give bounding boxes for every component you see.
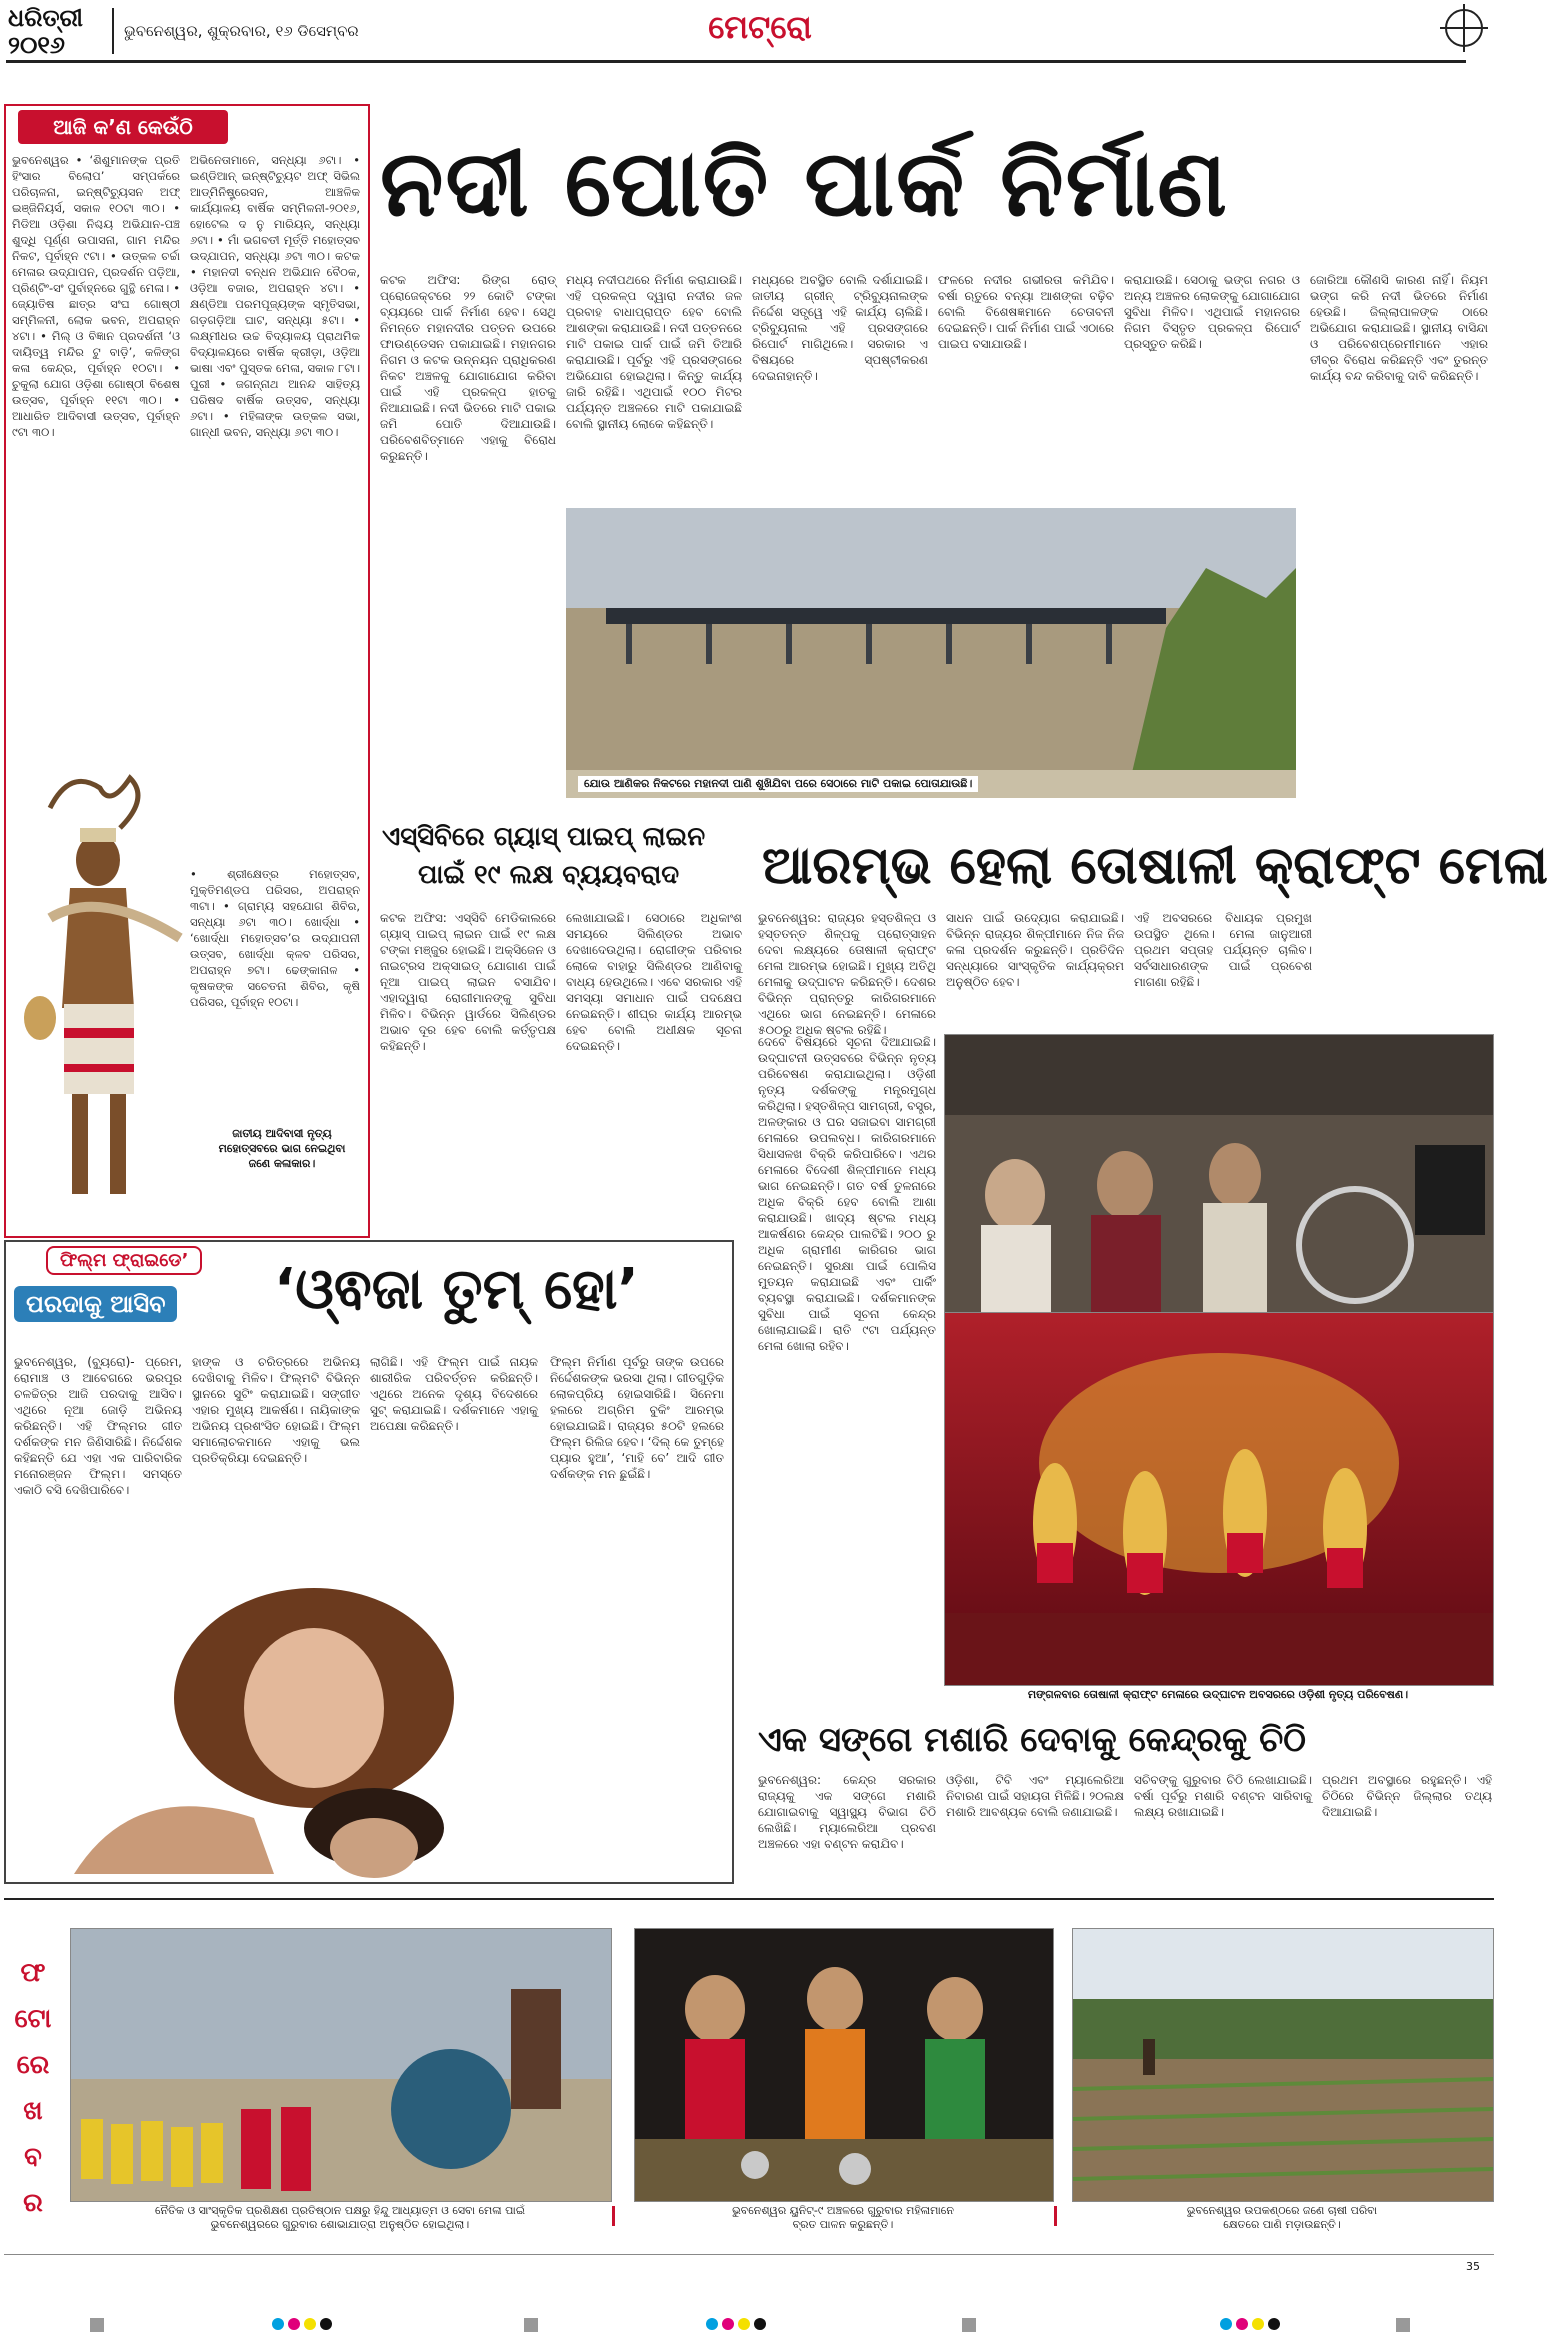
black-dot (1268, 2318, 1280, 2330)
photo-strip-top-rule (4, 1898, 1494, 1900)
film-title: ‘ଓ୍ଵଜା ତୁମ୍ ହୋ’ (274, 1257, 639, 1322)
farmer-caption-line-2: କ୍ଷେତରେ ପାଣି ମଡ଼ାଉଛନ୍ତି। (1223, 2218, 1341, 2231)
photo-news-char-5: ବ (24, 2142, 42, 2172)
yellow-dot (738, 2318, 750, 2330)
registration-mark-icon (1440, 4, 1488, 52)
film-col-3: ଲାଗିଛି। ଏହି ଫିଲ୍ମ ପାଇଁ ନାୟକ ଶାରୀରିକ ପରିବର୍ତ୍ତନ କରିଛନ୍ତି। ଏଥିରେ ଅନେକ ଦୃଶ୍ୟ ବିଦେଶରେ ସୁଟ୍ କରାଯାଇଛି। ଦର୍ଶକମାନେ ଏହାକୁ ଅପେକ୍ଷା କରିଛନ୍ତି। (370, 1355, 538, 1433)
masthead-divider (112, 8, 114, 54)
net-col-1: ଭୁବନେଶ୍ୱର: କେନ୍ଦ୍ର ସରକାର ରାଜ୍ୟକୁ ଏକ ସଙ୍ଗେ ମଶାରି ଯୋଗାଇବାକୁ ସ୍ୱାସ୍ଥ୍ୟ ବିଭାଗ ଚିଠି ଲେଖିଛି। ମ୍ୟାଲେରିଆ ପ୍ରବଣ ଅଞ୍ଚଳରେ ଏହା ବଣ୍ଟନ କରାଯିବ। (758, 1773, 936, 1851)
magenta-dot (288, 2318, 300, 2330)
procession-photo (70, 1928, 612, 2202)
section-title: ମେଟ୍ରୋ (708, 8, 812, 46)
photo-news-label (8, 1950, 58, 2226)
farmer-caption (1072, 2204, 1492, 2232)
masthead-dateline: ଭୁବନେଶ୍ୱର, ଶୁକ୍ରବାର, ୧୬ ଡିସେମ୍ବର (124, 22, 359, 40)
craft-col-3: ଏହି ଅବସରରେ ବିଧାୟକ ପ୍ରମୁଖ ଉପସ୍ଥିତ ଥିଲେ। ମେଳା ଜାନୁଆରୀ ପ୍ରଥମ ସପ୍ତାହ ପର୍ଯ୍ୟନ୍ତ ଚାଲିବ। ସର୍ବସାଧାରଣଙ୍କ ପାଇଁ ପ୍ରବେଶ ମାଗଣା ରହିଛି। (1134, 911, 1312, 989)
black-dot (754, 2318, 766, 2330)
magenta-dot (722, 2318, 734, 2330)
events-col-1: ଭୁବନେଶ୍ୱର • ‘ଶିଶୁମାନଙ୍କ ପ୍ରତି ହିଂସାର ବିଲୋପ’ ସମ୍ପର୍କରେ ପରିଚାଳନା, ଇନ୍‌ଷ୍ଟିଚ୍ୟୁସନ ଅଫ୍ ଇଞ୍ଜିନିୟର୍ସ, ସକାଳ ୧୦ଟା ୩୦। • ମିଡିଆ ଓଡ଼ିଶା ନିଶ୍ଚୟ ଅଭିଯାନ-ପଞ୍ଚ ଶୁଦ୍ଧି ପୂର୍ଣ୍ଣ ଉପାସନା, ଗାମ ମନ୍ଦିର ନିକଟ, ପୂର୍ବାହ୍ନ ୯ଟା। • ଉତ୍କଳ ଚର୍ଚ୍ଚା ମେଳାର ଉଦ୍‌ଯାପନ, ପ୍ରଦର୍ଶନ ପଡ଼ିଆ, ପ୍ରିଣ୍ଟିଂ-ସଂ ପୁର୍ବାହ୍ନରେ ଗୁନ୍ଥି ମେଳା। • ଜ୍ୟୋତିଷ ଛାତ୍ର ସଂଘ ଗୋଷ୍ଠୀ ସମ୍ମିଳନୀ, ଲୋକ ଭବନ, ଅପରାହ୍ନ ୪ଟା। • ମିଲ୍ ଓ ବିଜ୍ଞାନ ପ୍ରଦର୍ଶନୀ ‘ଓ ଦାୟିତ୍ୱ ମନ୍ଦିର ଟୁ ବାଡ଼ି’, କଳିଙ୍ଗ କଳା କେନ୍ଦ୍ର, ପୂର୍ବାହ୍ନ ୧୦ଟା। • ଚୁକୁଲା ଯୋଗ ଓଡ଼ିଶା ଗୋଷ୍ଠୀ ବିଶେଷ ଉତ୍ସବ, ପୂର୍ବାହ୍ନ ୧୧ଟା ୩୦। • ଆଧାରିତ ଆଦିବାସୀ ଉତ୍ସବ, ପୂର୍ବାହ୍ନ ୯ଟା ୩୦। (12, 153, 180, 439)
film-box (4, 1240, 734, 1884)
film-sub: ପରଦାକୁ ଆସିବ (14, 1286, 177, 1322)
cyan-dot (272, 2318, 284, 2330)
events-col-2b: • ଶ୍ରୀକ୍ଷେତ୍ର ମହୋତ୍ସବ, ମୁକ୍ତିମଣ୍ଡପ ପରିସର, ଅପରାହ୍ନ ୩ଟା। • ଗ୍ରାମ୍ୟ ସହଯୋଗ ଶିବିର, ସନ୍ଧ୍ୟା ୬ଟା ୩୦। ଖୋର୍ଦ୍ଧା • ‘ଖୋର୍ଦ୍ଧା ମହୋତ୍ସବ’ର ଉଦ୍‌ଯାପନୀ ଉତ୍ସବ, ଖୋର୍ଦ୍ଧା କ୍ଳବ ପରିସର, ଅପରାହ୍ନ ୭ଟା। ଢେଙ୍କାନାଳ • କୃଷକଙ୍କ ସଚେତନା ଶିବିର, କୃଷି ପରିସର, ପୂର୍ବାହ୍ନ ୧୦ଟା। (190, 867, 360, 1009)
logo-text: ଧରିତ୍ରୀ (8, 4, 83, 32)
yellow-dot (1252, 2318, 1264, 2330)
caption-marker-1 (612, 2206, 615, 2226)
photo-news-char-2: ଟୋ (14, 2004, 52, 2034)
logo-year: ୨୦୧୬ (8, 31, 65, 59)
lead-photo-caption: ଯୋଉ ଆଣିକର ନିକଟରେ ମହାନଦୀ ପାଣି ଶୁଖିଯିବା ପରେ ସେଠାରେ ମାଟି ପକାଇ ପୋତାଯାଉଛି। (578, 776, 978, 792)
black-dot (320, 2318, 332, 2330)
footer-rule (4, 2254, 1494, 2255)
events-col-2: ଅଭିନେତାମାନେ, ସନ୍ଧ୍ୟା ୬ଟା। • ଇଣ୍ଡିଆନ୍ ଇନ୍‌ଷ୍ଟିଚ୍ୟୁଟ ଅଫ୍ ସିଭିଲ ଆଡ୍‌ମିନିଷ୍ଟ୍ରେସନ, ଆଞ୍ଚଳିକ କାର୍ଯ୍ୟାଳୟ ବାର୍ଷିକ ସମ୍ମିଳନୀ-୨୦୧୬, ହୋଟେଲ ଦ ନୁ ମାରିୟନ୍, ସନ୍ଧ୍ୟା ୬ଟା। • ମାଁ ଭଗବତୀ ମୂର୍ତ୍ତି ମହୋତ୍ସବ ଉଦ୍‌ଯାପନ, ସନ୍ଧ୍ୟା ୬ଟା ୩୦। କଟକ • ମହାନଦୀ ବନ୍ଧନ ଅଭିଯାନ ବୈଠକ, ଓଡ଼ିଆ ବଜାର, ଅପରାହ୍ନ ୪ଟା। • କ୍ଷଣ୍ଡିଆ ପରମପୂଜ୍ୟଙ୍କ ସ୍ମୃତିସଭା, ଗଡ଼ଗଡ଼ିଆ ଘାଟ, ସନ୍ଧ୍ୟା ୫ଟା। • ଲକ୍ଷ୍ମୀଧର ଉଚ୍ଚ ବିଦ୍ୟାଳୟ ପ୍ରାଥମିକ ବିଦ୍ୟାଳୟରେ ବାର୍ଷିକ କ୍ରୀଡ଼ା, ଓଡ଼ିଆ ଭାଷା ଏବଂ ପୁସ୍ତକ ମେଳା, ସକାଳ ୮ଟା। ପୁରୀ • ଜଗନ୍ନାଥ ଆନନ୍ଦ ସାହିତ୍ୟ ପରିଷଦ ବାର୍ଷିକ ଉତ୍ସବ, ସନ୍ଧ୍ୟା ୬ଟା। • ମହିଳାଙ୍କ ଉତ୍କଳ ସଭା, ଗାନ୍ଧୀ ଭବନ, ସନ୍ଧ୍ୟା ୬ଟା ୩୦। (190, 153, 360, 439)
craft-inauguration-photo (944, 1034, 1494, 1314)
procession-caption-line-1: ନୈତିକ ଓ ସାଂସ୍କୃତିକ ପ୍ରଶିକ୍ଷଣ ପ୍ରତିଷ୍ଠାନ ପକ୍ଷରୁ ହିନ୍ଦୁ ଆଧ୍ୟାତ୍ମ ଓ ସେବା ମେଳା ପାଇଁ (155, 2204, 525, 2217)
craft-photo-caption: ମଙ୍ଗଳବାର ତୋଷାଳୀ କ୍ରାଫ୍ଟ ମେଳାରେ ଉଦ୍‌ଘାଟନ ଅବସରରେ ଓଡ଼ିଶୀ ନୃତ୍ୟ ପରିବେଷଣ। (1027, 1688, 1409, 1701)
masthead-rule (6, 60, 1466, 63)
film-col-1: ଭୁବନେଶ୍ୱର, (ବ୍ୟୁରୋ)- ପ୍ରେମ, ରୋମାଞ୍ଚ ଓ ଆବେଗରେ ଭରପୂର ଚଳଚ୍ଚିତ୍ର ଆଜି ପରଦାକୁ ଆସିବ। ଏଥିରେ ନୂଆ ଜୋଡ଼ି ଅଭିନୟ କରିଛନ୍ତି। ଏହି ଫିଲ୍ମର ଗୀତ ଦର୍ଶକଙ୍କ ମନ ଜିଣିସାରିଛି। ନିର୍ଦ୍ଦେଶକ କହିଛନ୍ତି ଯେ ଏହା ଏକ ପାରିବାରିକ ମନୋରଞ୍ଜନ ଫିଲ୍ମ। ସମସ୍ତେ ଏକାଠି ବସି ଦେଖିପାରିବେ। (14, 1355, 182, 1497)
yellow-dot (304, 2318, 316, 2330)
events-box (4, 104, 370, 1238)
farmer-field-photo (1072, 1928, 1494, 2202)
ritual-caption (634, 2204, 1052, 2232)
net-col-4: ପ୍ରଥମ ଅବସ୍ଥାରେ ରହୁଛନ୍ତି। ଏହି ଚିଠିରେ ବିଭିନ୍ନ ଜିଲ୍ଲାର ତଥ୍ୟ ଦିଆଯାଇଛି। (1322, 1773, 1492, 1819)
lead-col-5: କରାଯାଉଛି। ସେଠାକୁ ଭଙ୍ଗ ନଗର ଓ ଅନ୍ୟ ଅଞ୍ଚଳର ଲୋକଙ୍କୁ ଯୋଗାଯୋଗ ସୁବିଧା ମିଳିବ। ଏଥିପାଇଁ ମହାନଗର ନିଗମ ବିସ୍ତୃତ ପ୍ରକଳ୍ପ ରିପୋର୍ଟ ପ୍ରସ୍ତୁତ କରିଛି। (1124, 273, 1300, 351)
lead-photo (566, 508, 1296, 798)
lead-col-2: ମଧ୍ୟ ନଦୀପଥରେ ନିର୍ମାଣ କରାଯାଉଛି। ଏହି ପ୍ରକଳ୍ପ ଦ୍ୱାରା ନଦୀର ଜଳ ପ୍ରବାହ ବାଧାପ୍ରାପ୍ତ ହେବ ବୋଲି ଆଶଙ୍କା କରାଯାଉଛି। ନଦୀ ପତ୍ତନରେ ମାଟି ପକାଇ ପାର୍କ ପାଇଁ ଜମି ତିଆରି କରାଯାଉଛି। ପୂର୍ବରୁ ଏହି ପ୍ରସଙ୍ଗରେ ଅଭିଯୋଗ ହୋଇଥିଲା। କିନ୍ତୁ କାର୍ଯ୍ୟ ଜାରି ରହିଛି। ଏଥିପାଇଁ ୧୦୦ ମିଟର ପର୍ଯ୍ୟନ୍ତ ଅଞ୍ଚଳରେ ମାଟି ପକାଯାଇଛି ବୋଲି ସ୍ଥାନୀୟ ଲୋକେ କହିଛନ୍ତି। (566, 273, 742, 431)
photo-news-char-3: ରେ (16, 2050, 50, 2080)
women-ritual-photo (634, 1928, 1054, 2202)
caption-line-1: ଜାତୀୟ ଆଦିବାସୀ ନୃତ୍ୟ (232, 1127, 332, 1140)
gas-col-2: ଲେଖାଯାଇଛି। ସେଠାରେ ଅଧିକାଂଶ ସମୟରେ ସିଲିଣ୍ଡର ଅଭାବ ଦେଖାଦେଉଥିଲା। ରୋଗୀଙ୍କ ପରିବାର ଲୋକେ ବାହାରୁ ସିଲିଣ୍ଡର ଆଣିବାକୁ ବାଧ୍ୟ ହେଉଥିଲେ। ଏବେ ସରକାର ଏହି ସମସ୍ୟା ସମାଧାନ ପାଇଁ ପଦକ୍ଷେପ ନେଇଛନ୍ତି। ଶୀଘ୍ର କାର୍ଯ୍ୟ ଆରମ୍ଭ ହେବ ବୋଲି ଅଧୀକ୍ଷକ ସୂଚନା ଦେଇଛନ୍ତି। (566, 911, 742, 1053)
gas-headline-1: ଏସ୍‌ସିବିରେ ଗ୍ୟାସ୍ ପାଇପ୍ ଲାଇନ (382, 822, 706, 852)
gas-col-1: କଟକ ଅଫିସ: ଏସ୍‌ସିବି ମେଡିକାଲରେ ଗ୍ୟାସ୍ ପାଇପ୍ ଲାଇନ ପାଇଁ ୧୯ ଲକ୍ଷ ଟଙ୍କା ମଞ୍ଜୁର ହୋଇଛି। ଅକ୍ସିଜେନ ଓ ନାଇଟ୍ରସ ଅକ୍ସାଇଡ୍ ଯୋଗାଣ ପାଇଁ ନୂଆ ପାଇପ୍ ଲାଇନ ବସାଯିବ। ଏହାଦ୍ୱାରା ରୋଗୀମାନଙ୍କୁ ସୁବିଧା ମିଳିବ। ବିଭିନ୍ନ ୱାର୍ଡରେ ସିଲିଣ୍ଡର ଅଭାବ ଦୂର ହେବ ବୋଲି କର୍ତ୍ତୃପକ୍ଷ କହିଛନ୍ତି। (380, 911, 556, 1053)
ritual-caption-line-1: ଭୁବନେଶ୍ୱର ୟୁନିଟ୍-୯ ଅଞ୍ଚଳରେ ଗୁରୁବାର ମହିଳାମାନେ (732, 2204, 954, 2217)
caption-marker-2 (1054, 2206, 1057, 2226)
events-photo-caption (202, 1126, 362, 1171)
gas-headline-2: ପାଇଁ ୧୯ ଲକ୍ଷ ବ୍ୟୟବରାଦ (418, 860, 680, 890)
lead-col-1: କଟକ ଅଫିସ: ରିଙ୍ଗ ରୋଡ୍ ପ୍ରୋଜେକ୍ଟରେ ୨୨ କୋଟି ଟଙ୍କା ବ୍ୟୟରେ ପାର୍କ ନିର୍ମାଣ ହେବ। ସେଥି ନିମନ୍ତେ ମହାନଦୀର ପତ୍ତନ ଉପରେ ଫାଉଣ୍ଡେସନ ପକାଯାଇଛି। ମହାନଗର ନିଗମ ଓ କଟକ ଉନ୍ନୟନ ପ୍ରାଧିକରଣ ନିକଟ ଅଞ୍ଚଳକୁ ଯୋଗାଯୋଗ କରିବା ପାଇଁ ଏହି ପ୍ରକଳ୍ପ ହାତକୁ ନିଆଯାଇଛି। ନଦୀ ଭିତରେ ମାଟି ପକାଇ ଜମି ପୋତି ଦିଆଯାଉଛି। ପରିବେଶବିତ୍‌ମାନେ ଏହାକୁ ବିରୋଧ କରୁଛନ୍ତି। (380, 273, 556, 463)
masthead-logo (8, 4, 108, 60)
ritual-caption-line-2: ବ୍ରତ ପାଳନ କରୁଛନ୍ତି। (792, 2218, 894, 2231)
cyan-dot (1220, 2318, 1232, 2330)
craft-col-1: ଭୁବନେଶ୍ୱର: ରାଜ୍ୟର ହସ୍ତଶିଳ୍ପ ଓ ହସ୍ତତନ୍ତ ଶିଳ୍ପକୁ ପ୍ରୋତ୍ସାହନ ଦେବା ଲକ୍ଷ୍ୟରେ ତୋଷାଳୀ କ୍ରାଫ୍ଟ ମେଳା ଆରମ୍ଭ ହୋଇଛି। ମୁଖ୍ୟ ଅତିଥି ମେଳାକୁ ଉଦ୍‌ଘାଟନ କରିଛନ୍ତି। ଦେଶର ବିଭିନ୍ନ ପ୍ରାନ୍ତରୁ କାରିଗରମାନେ ଏଥିରେ ଭାଗ ନେଇଛନ୍ତି। ମେଳାରେ ୫୦୦ରୁ ଅଧିକ ଷ୍ଟଲ ରହିଛି। (758, 911, 936, 1037)
film-col-4: ଫିଲ୍ମ ନିର୍ମାଣ ପୂର୍ବରୁ ତାଙ୍କ ଉପରେ ନିର୍ଦ୍ଦେଶକଙ୍କ ଭରସା ଥିଲା। ଗୀତଗୁଡ଼ିକ ଲୋକପ୍ରିୟ ହୋଇସାରିଛି। ସିନେମା ହଲରେ ଅଗ୍ରିମ ବୁକିଂ ଆରମ୍ଭ ହୋଇଯାଇଛି। ରାଜ୍ୟର ୫୦ଟି ହଲରେ ଫିଲ୍ମ ରିଲିଜ ହେବ। ‘ଦିଲ୍ କେ ତୁମ୍ହେ ପ୍ୟାର ହୁଆ’, ‘ମାହି ବେ’ ଆଦି ଗୀତ ଦର୍ଶକଙ୍କ ମନ ଛୁଇଁଛି। (550, 1355, 724, 1481)
procession-caption-line-2: ଭୁବନେଶ୍ୱରରେ ଗୁରୁବାର ଶୋଭାଯାତ୍ରା ଅନୁଷ୍ଠିତ ହୋଇଥିଲା। (210, 2218, 470, 2231)
magenta-dot (1236, 2318, 1248, 2330)
lead-col-4: ଫଳରେ ନଦୀର ଗଭୀରତା କମିଯିବ। ବର୍ଷା ଋତୁରେ ବନ୍ୟା ଆଶଙ୍କା ବଢ଼ିବ ବୋଲି ବିଶେଷଜ୍ଞମାନେ ଚେତାବନୀ ଦେଇଛନ୍ତି। ପାର୍କ ନିର୍ମାଣ ପାଇଁ ଏଠାରେ ପାଇପ ବସାଯାଉଛି। (938, 273, 1114, 351)
film-tag: ଫିଲ୍ମ ଫ୍ରାଇଡେ’ (46, 1246, 202, 1275)
lead-col-6: ଜୋରିଆ କୌଣସି କାରଣ ନାହିଁ। ନିୟମ ଭଙ୍ଗ କରି ନଦୀ ଭିତରେ ନିର୍ମାଣ ହେଉଛି। ଜିଲ୍ଲାପାଳଙ୍କ ଠାରେ ଅଭିଯୋଗ କରାଯାଇଛି। ସ୍ଥାନୀୟ ବାସିନ୍ଦା ଓ ପରିବେଶପ୍ରେମୀମାନେ ଏହାର ତୀବ୍ର ବିରୋଧ କରିଛନ୍ତି ଏବଂ ତୁରନ୍ତ କାର୍ଯ୍ୟ ବନ୍ଦ କରିବାକୁ ଦାବି କରିଛନ୍ତି। (1310, 273, 1488, 383)
farmer-caption-line-1: ଭୁବନେଶ୍ୱର ଉପକଣ୍ଠରେ ଜଣେ ଚାଷୀ ପରିବା (1186, 2204, 1378, 2217)
photo-news-char-1: ଫ (20, 1958, 46, 1988)
craft-dance-photo (944, 1312, 1494, 1686)
photo-news-char-6: ର (23, 2188, 43, 2218)
craft-col-2: ସାଧନ ପାଇଁ ଉଦ୍ୟୋଗ କରାଯାଇଛି। ବିଭିନ୍ନ ରାଜ୍ୟର ଶିଳ୍ପୀମାନେ ନିଜ ନିଜ କଳା ପ୍ରଦର୍ଶନ କରୁଛନ୍ତି। ପ୍ରତିଦିନ ସନ୍ଧ୍ୟାରେ ସାଂସ୍କୃତିକ କାର୍ଯ୍ୟକ୍ରମ ଅନୁଷ୍ଠିତ ହେବ। (946, 911, 1124, 989)
craft-headline: ଆରମ୍ଭ ହେଲା ତୋଷାଳୀ କ୍ରାଫ୍ଟ ମେଳା (762, 836, 1548, 896)
procession-caption (70, 2204, 610, 2232)
craft-col-long: ଦେବେ ବିଷୟରେ ସୂଚନା ଦିଆଯାଇଛି। ଉଦ୍‌ଘାଟନୀ ଉତ୍ସବରେ ବିଭିନ୍ନ ନୃତ୍ୟ ପରିବେଷଣ କରାଯାଇଥିଲା। ଓଡ଼ିଶୀ ନୃତ୍ୟ ଦର୍ଶକଙ୍କୁ ମନ୍ତ୍ରମୁଗ୍ଧ କରିଥିଲା। ହସ୍ତଶିଳ୍ପ ସାମଗ୍ରୀ, ବସ୍ତ୍ର, ଅଳଙ୍କାର ଓ ଘର ସଜାଇବା ସାମଗ୍ରୀ ମେଳାରେ ଉପଲବ୍ଧ। କାରିଗରମାନେ ସିଧାସଳଖ ବିକ୍ରି କରିପାରିବେ। ଏଥର ମେଳାରେ ବିଦେଶୀ ଶିଳ୍ପୀମାନେ ମଧ୍ୟ ଭାଗ ନେଇଛନ୍ତି। ଗତ ବର୍ଷ ତୁଳନାରେ ଅଧିକ ବିକ୍ରି ହେବ ବୋଲି ଆଶା କରାଯାଉଛି। ଖାଦ୍ୟ ଷ୍ଟଲ ମଧ୍ୟ ଆକର୍ଷଣର କେନ୍ଦ୍ର ପାଲଟିଛି। ୨୦୦ ରୁ ଅଧିକ ଗ୍ରାମୀଣ କାରିଗର ଭାଗ ନେଇଛନ୍ତି। ସୁରକ୍ଷା ପାଇଁ ପୋଲିସ ମୁତୟନ କରାଯାଇଛି ଏବଂ ପାର୍କିଂ ବ୍ୟବସ୍ଥା କରାଯାଇଛି। ଦର୍ଶକମାନଙ୍କ ସୁବିଧା ପାଇଁ ସୂଚନା କେନ୍ଦ୍ର ଖୋଲାଯାଇଛି। ରାତି ୯ଟା ପର୍ଯ୍ୟନ୍ତ ମେଳା ଖୋଲା ରହିବ। (758, 1035, 936, 1353)
net-col-3: ସଚିବଙ୍କୁ ଗୁରୁବାର ଚିଠି ଲେଖାଯାଇଛି। ବର୍ଷା ପୂର୍ବରୁ ମଶାରି ବଣ୍ଟନ ସାରିବାକୁ ଲକ୍ଷ୍ୟ ରଖାଯାଇଛି। (1134, 1773, 1312, 1819)
net-col-2: ଓଡ଼ିଶା, ଟିବି ଏବଂ ମ୍ୟାଲେରିଆ ନିବାରଣ ପାଇଁ ସହାୟତା ମିଳିଛି। ୨୦ଲକ୍ଷ ମଶାରି ଆବଶ୍ୟକ ବୋଲି ଜଣାଯାଇଛି। (946, 1773, 1124, 1819)
print-strip-center-right (962, 2318, 976, 2332)
film-still-image (14, 1578, 542, 1874)
caption-line-3: ଜଣେ କଳାକାର। (248, 1157, 316, 1170)
cyan-dot (706, 2318, 718, 2330)
masthead (0, 0, 1501, 62)
lead-col-3: ମଧ୍ୟରେ ଅବସ୍ଥିତ ବୋଲି ଦର୍ଶାଯାଇଛି। ଜାତୀୟ ଗ୍ରୀନ୍ ଟ୍ରିବ୍ୟୁନାଲଙ୍କ ନିର୍ଦ୍ଦେଶ ସତ୍ତ୍ୱେ ଏହି କାର୍ଯ୍ୟ ଚାଲିଛି। ଟ୍ରିବ୍ୟୁନାଲ ଏହି ପ୍ରସଙ୍ଗରେ ରିପୋର୍ଟ ମାଗିଥିଲେ। ସରକାର ଏ ବିଷୟରେ ସ୍ପଷ୍ଟୀକରଣ ଦେଇନାହାନ୍ତି। (752, 273, 928, 383)
print-strip-center-left (524, 2318, 538, 2332)
print-strip-left (90, 2318, 104, 2332)
photo-news-char-4: ଖ (23, 2096, 43, 2126)
page-number: 35 (1466, 2260, 1480, 2273)
events-heading: ଆଜି କ’ଣ କେଉଁଠି (18, 110, 228, 144)
tribal-dancer-image (10, 768, 200, 1208)
caption-line-2: ମହୋତ୍ସବରେ ଭାଗ ନେଇଥିବା (218, 1142, 346, 1155)
lead-headline: ନଦୀ ପୋତି ପାର୍କ ନିର୍ମାଣ (380, 130, 1229, 237)
film-col-2: ହାଙ୍କ ଓ ଚରିତ୍ରରେ ଅଭିନୟ ଦେଖିବାକୁ ମିଳିବ। ଫିଲ୍ମଟି ବିଭିନ୍ନ ସ୍ଥାନରେ ସୁଟିଂ କରାଯାଇଛି। ସଙ୍ଗୀତ ଏହାର ମୁଖ୍ୟ ଆକର୍ଷଣ। ନାୟିକାଙ୍କ ଅଭିନୟ ପ୍ରଶଂସିତ ହୋଇଛି। ଫିଲ୍ମ ସମାଲୋଚକମାନେ ଏହାକୁ ଭଲ ପ୍ରତିକ୍ରିୟା ଦେଇଛନ୍ତି। (192, 1355, 360, 1465)
net-headline: ଏକ ସଙ୍ଗେ ମଶାରି ଦେବାକୁ କେନ୍ଦ୍ରକୁ ଚିଠି (758, 1720, 1306, 1760)
print-strip-right (1396, 2318, 1410, 2332)
